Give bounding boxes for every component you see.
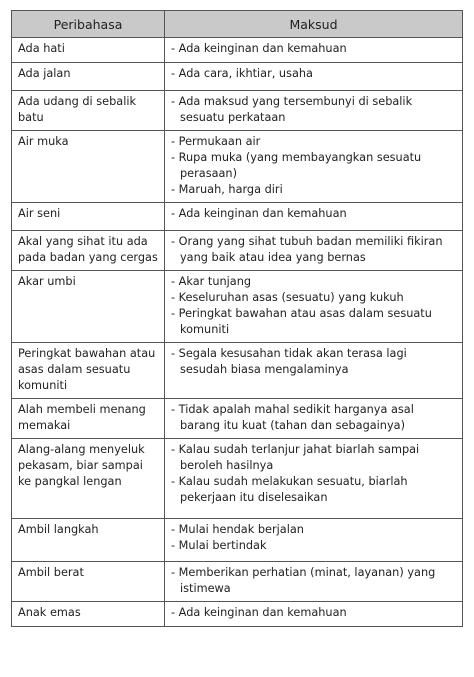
maksud-cell <box>165 63 463 91</box>
table-row <box>12 131 463 203</box>
table-row <box>12 91 463 131</box>
maksud-line: - Kalau sudah terlanjur jahat biarlah sampai beroleh hasilnya <box>171 443 420 472</box>
maksud-line: - Peringkat bawahan atau asas dalam sesuatu komuniti <box>171 307 432 336</box>
maksud-line: - Ada maksud yang tersembunyi di sebalik sesuatu perkataan <box>171 95 413 124</box>
maksud-line: - Mulai bertindak <box>171 539 267 552</box>
maksud-line: - Ada keinginan dan kemahuan <box>171 207 347 220</box>
peribahasa-cell: Ada hati <box>12 38 165 63</box>
table-row <box>12 562 463 602</box>
maksud-cell <box>165 91 463 131</box>
maksud-line: - Ada keinginan dan kemahuan <box>171 42 347 55</box>
peribahasa-cell: Ada jalan <box>12 63 165 91</box>
table-row <box>12 203 463 231</box>
table-header-row <box>12 11 463 38</box>
maksud-line: - Akar tunjang <box>171 275 252 288</box>
peribahasa-table <box>11 10 463 627</box>
maksud-cell <box>165 343 463 399</box>
peribahasa-cell: Akal yang sihat itu ada pada badan yang cergas <box>12 231 165 271</box>
table-row <box>12 399 463 439</box>
peribahasa-cell: Alang-alang menyeluk pekasam, biar sampai ke pangkal lengan <box>12 439 165 519</box>
maksud-line: - Orang yang sihat tubuh badan memiliki fikiran yang baik atau idea yang bernas <box>171 235 443 264</box>
maksud-line: - Memberikan perhatian (minat, layanan) yang istimewa <box>171 566 436 595</box>
table-row <box>12 602 463 627</box>
maksud-cell <box>165 231 463 271</box>
maksud-line: - Permukaan air <box>171 135 261 148</box>
maksud-line: - Rupa muka (yang membayangkan sesuatu perasaan) <box>171 151 422 180</box>
table-row <box>12 343 463 399</box>
table-row <box>12 38 463 63</box>
maksud-cell <box>165 203 463 231</box>
maksud-cell <box>165 439 463 519</box>
maksud-line: - Mulai hendak berjalan <box>171 523 304 536</box>
maksud-line: - Keseluruhan asas (sesuatu) yang kukuh <box>171 291 404 304</box>
peribahasa-cell: Air seni <box>12 203 165 231</box>
maksud-cell <box>165 602 463 627</box>
table-body <box>12 38 463 627</box>
peribahasa-cell: Alah membeli menang memakai <box>12 399 165 439</box>
header-peribahasa: Peribahasa <box>12 11 165 38</box>
peribahasa-cell: Peringkat bawahan atau asas dalam sesuatu komuniti <box>12 343 165 399</box>
maksud-line: - Maruah, harga diri <box>171 183 283 196</box>
maksud-cell <box>165 519 463 562</box>
table-row <box>12 63 463 91</box>
peribahasa-cell: Ambil berat <box>12 562 165 602</box>
maksud-cell <box>165 271 463 343</box>
maksud-line: - Ada keinginan dan kemahuan <box>171 606 347 619</box>
table-row <box>12 519 463 562</box>
maksud-line: - Ada cara, ikhtiar, usaha <box>171 67 313 80</box>
peribahasa-cell: Anak emas <box>12 602 165 627</box>
peribahasa-cell: Ada udang di sebalik batu <box>12 91 165 131</box>
peribahasa-cell: Air muka <box>12 131 165 203</box>
table-row <box>12 271 463 343</box>
maksud-line: - Segala kesusahan tidak akan terasa lagi sesudah biasa mengalaminya <box>171 347 407 376</box>
maksud-cell <box>165 399 463 439</box>
header-maksud: Maksud <box>165 11 463 38</box>
maksud-cell <box>165 131 463 203</box>
peribahasa-cell: Ambil langkah <box>12 519 165 562</box>
peribahasa-cell: Akar umbi <box>12 271 165 343</box>
maksud-cell <box>165 38 463 63</box>
table-row <box>12 439 463 519</box>
peribahasa-table-container <box>11 10 462 627</box>
maksud-line: - Tidak apalah mahal sedikit harganya asal barang itu kuat (tahan dan sebagainya) <box>171 403 414 432</box>
table-row <box>12 231 463 271</box>
maksud-line: - Kalau sudah melakukan sesuatu, biarlah pekerjaan itu diselesaikan <box>171 475 408 504</box>
maksud-cell <box>165 562 463 602</box>
